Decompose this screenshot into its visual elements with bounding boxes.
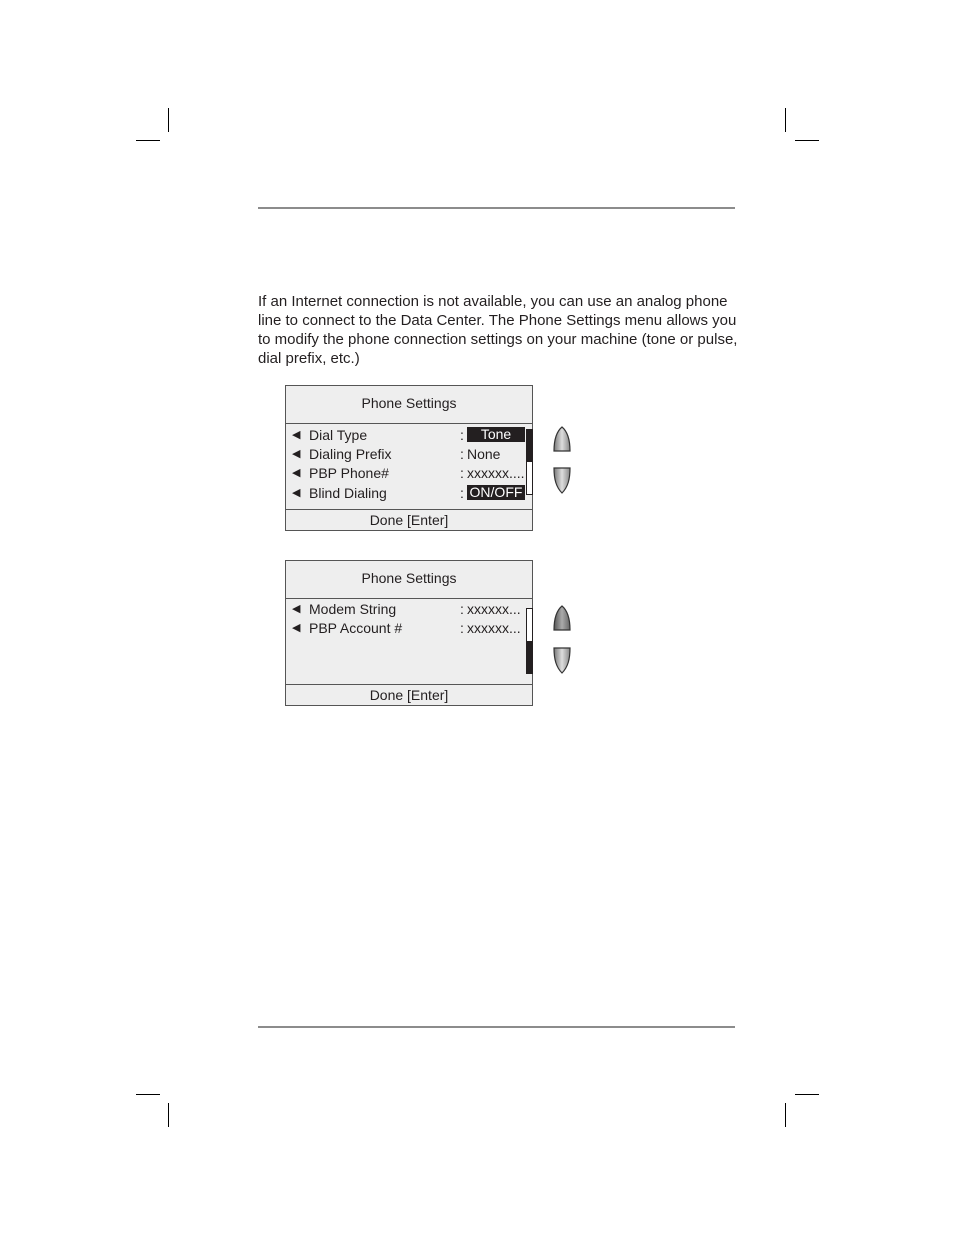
crop-mark-top-right-h: [795, 140, 819, 141]
row-label: PBP Account #: [309, 620, 403, 636]
scrollbar[interactable]: [526, 608, 533, 674]
menu-row-modem-string[interactable]: [292, 600, 528, 618]
phone-settings-screen-2: [285, 560, 533, 706]
phone-settings-screen-1: [285, 385, 533, 531]
row-label: Blind Dialing: [309, 485, 387, 501]
left-arrow-icon: ◀: [292, 467, 301, 479]
row-colon: :: [460, 427, 464, 443]
row-colon: :: [460, 446, 464, 462]
crop-mark-top-right-v: [785, 108, 786, 132]
scrollbar[interactable]: [526, 429, 533, 495]
crop-mark-bottom-left-h: [136, 1094, 160, 1095]
row-value: None: [467, 446, 501, 462]
row-value: xxxxxx...: [467, 620, 521, 636]
crop-mark-top-left-h: [136, 140, 160, 141]
scrollbar-thumb[interactable]: [527, 430, 532, 462]
down-arrow-key-icon[interactable]: [552, 646, 572, 674]
up-arrow-key-icon[interactable]: [552, 605, 572, 633]
menu-row-dialing-prefix[interactable]: [292, 445, 528, 463]
left-arrow-icon: ◀: [292, 603, 301, 615]
row-label: PBP Phone#: [309, 465, 389, 481]
done-enter-button[interactable]: Done [Enter]: [286, 684, 532, 705]
crop-mark-bottom-right-h: [795, 1094, 819, 1095]
row-value-selected: Tone: [467, 427, 525, 442]
done-enter-button[interactable]: Done [Enter]: [286, 509, 532, 530]
row-label: Dialing Prefix: [309, 446, 392, 462]
menu-row-pbp-phone[interactable]: [292, 464, 528, 482]
row-label: Dial Type: [309, 427, 368, 443]
screen-title: Phone Settings: [286, 561, 532, 599]
down-arrow-key-icon[interactable]: [552, 466, 572, 494]
crop-mark-bottom-right-v: [785, 1103, 786, 1127]
header-rule: [258, 207, 735, 209]
left-arrow-icon: ◀: [292, 429, 301, 441]
crop-mark-bottom-left-v: [168, 1103, 169, 1127]
left-arrow-icon: ◀: [292, 448, 301, 460]
row-colon: :: [460, 620, 464, 636]
row-value-selected: ON/OFF: [467, 485, 525, 500]
left-arrow-icon: ◀: [292, 487, 301, 499]
row-colon: :: [460, 485, 464, 501]
left-arrow-icon: ◀: [292, 622, 301, 634]
row-label: Modem String: [309, 601, 397, 617]
row-colon: :: [460, 601, 464, 617]
row-value: xxxxxx...: [467, 601, 521, 617]
row-value: xxxxxx....: [467, 465, 525, 481]
menu-row-pbp-account[interactable]: [292, 619, 528, 637]
menu-row-dial-type[interactable]: [292, 426, 528, 444]
menu-row-blind-dialing[interactable]: [292, 484, 528, 502]
scrollbar-thumb[interactable]: [527, 641, 532, 673]
up-arrow-key-icon[interactable]: [552, 426, 572, 454]
intro-paragraph: If an Internet connection is not available, you can use an analog phone line to connect to the Data Center. The Phone Settings menu allows you to modify the phone connection settings on your machine (tone or pulse, dial prefix, etc.): [258, 293, 738, 367]
row-colon: :: [460, 465, 464, 481]
footer-rule: [258, 1026, 735, 1028]
screen-title: Phone Settings: [286, 386, 532, 424]
crop-mark-top-left-v: [168, 108, 169, 132]
